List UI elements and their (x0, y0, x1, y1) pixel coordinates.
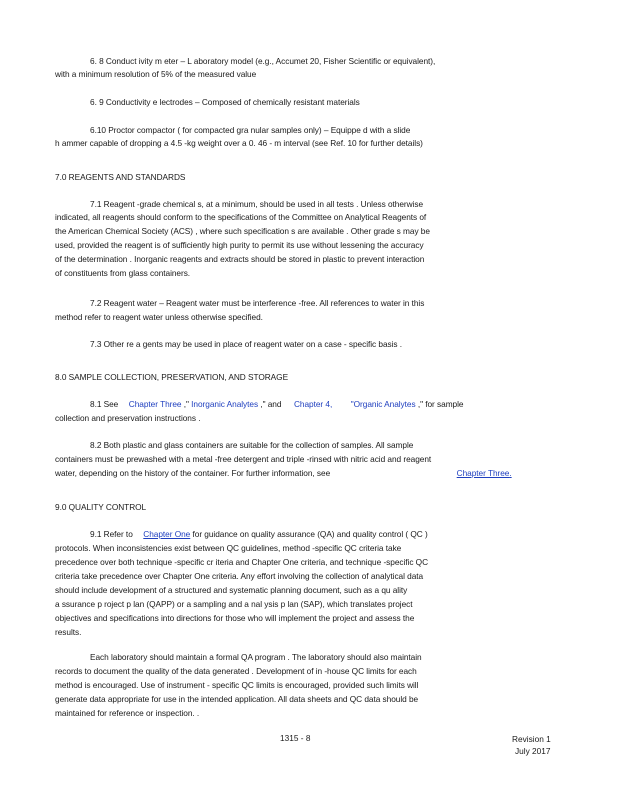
p81-line1 (90, 399, 565, 410)
p71-line: indicated, all reagents should conform to the specifications of the Committee on Analytical Reagents of (55, 212, 427, 222)
p82-line3-period: . (509, 468, 512, 478)
p91-line: a ssurance p roject p lan (QAPP) or a sampling and a nal ysis p lan (SAP), which translates project (55, 599, 413, 609)
item-6-10-line2: h ammer capable of dropping a 4.5 -kg weight over a 0. 46 - m interval (see Ref. 10 for further details) (55, 138, 423, 148)
chapter-three-link-2[interactable]: Chapter Three (456, 468, 510, 478)
page-number: 1315 - 8 (280, 733, 311, 743)
p92-line: maintained for reference or inspection. . (55, 708, 200, 718)
section-7-heading: 7.0 REAGENTS AND STANDARDS (55, 172, 186, 182)
p71-line: used, provided the reagent is of sufficiently high purity to permit its use without lessening the accuracy (55, 240, 424, 250)
p71-line: of constituents from glass containers. (55, 268, 191, 278)
item-6-9-line1: 6. 9 Conductivity e lectrodes – Composed of chemically resistant materials (90, 97, 360, 107)
p92-line: generate data appropriate for use in the intended application. All data sheets and QC data should be (55, 694, 419, 704)
p82-line3 (55, 468, 565, 479)
p82-line2: containers must be prewashed with a metal -free detergent and triple -rinsed with nitric acid and reagent (55, 454, 432, 464)
p81-post: ," for sample (415, 399, 464, 409)
chapter-4-link[interactable]: Chapter 4, (293, 399, 333, 409)
revision-date: July 2017 (515, 746, 551, 756)
p81-mid2: ," and (258, 399, 282, 409)
revision-label: Revision 1 (512, 734, 551, 744)
p92-line: Each laboratory should maintain a formal QA program . The laboratory should also maintain (90, 652, 422, 662)
p71-line: the American Chemical Society (ACS) , where such specification s are available . Other grade s may be (55, 226, 430, 236)
item-6-8-line2: with a minimum resolution of 5% of the measured value (55, 69, 257, 79)
p91-line: protocols. When inconsistencies exist between QC guidelines, method -specific QC criteria take (55, 543, 402, 553)
p72-line: method refer to reagent water unless otherwise specified. (55, 312, 263, 322)
p81-mid1: ," (181, 399, 189, 409)
p92-line: method is encouraged. Use of instrument - specific QC limits is encouraged, provided such limits will (55, 680, 419, 690)
chapter-one-link[interactable]: Chapter One (143, 529, 191, 539)
organic-analytes-link[interactable]: "Organic Analytes (350, 399, 416, 409)
inorganic-analytes-link[interactable]: Inorganic Analytes (191, 399, 259, 409)
p82-line1: 8.2 Both plastic and glass containers are suitable for the collection of samples. All sample (90, 440, 414, 450)
p91-line: should include development of a structured and systematic planning document, such as a qu ality (55, 585, 408, 595)
p91-pre: 9.1 Refer to (90, 529, 133, 539)
item-6-10-line1: 6.10 Proctor compactor ( for compacted gra nular samples only) – Equippe d with a slide (90, 125, 411, 135)
p91-line: precedence over both technique -specific cr iteria and Chapter One criteria, and technique -specific QC (55, 557, 429, 567)
p82-line3-text: water, depending on the history of the container. For further information, see (55, 468, 331, 478)
p91-line: criteria take precedence over Chapter One criteria. Any effort involving the collection of analytical data (55, 571, 424, 581)
p81-pre: 8.1 See (90, 399, 119, 409)
section-9-heading: 9.0 QUALITY CONTROL (55, 502, 147, 512)
chapter-three-link[interactable]: Chapter Three (128, 399, 182, 409)
p72-line: 7.2 Reagent water – Reagent water must be interference -free. All references to water in this (90, 298, 425, 308)
revision-block (512, 733, 551, 757)
p91-line: objectives and specifications into directions for those who will implement the project and assess the (55, 613, 415, 623)
section-8-heading: 8.0 SAMPLE COLLECTION, PRESERVATION, AND STORAGE (55, 372, 289, 382)
p91-post: for guidance on quality assurance (QA) and quality control ( QC ) (190, 529, 428, 539)
p92-line: records to document the quality of the data generated . Development of in -house QC limits for each (55, 666, 417, 676)
p81-line2: collection and preservation instructions . (55, 413, 201, 423)
item-6-8-line1: 6. 8 Conduct ivity m eter – L aboratory model (e.g., Accumet 20, Fisher Scientific or equivalent), (90, 56, 436, 66)
p91-line1 (90, 529, 565, 540)
p91-line: results. (55, 627, 82, 637)
p71-line: 7.1 Reagent -grade chemical s, at a minimum, should be used in all tests . Unless otherwise (90, 199, 424, 209)
p73-line: 7.3 Other re a gents may be used in place of reagent water on a case - specific basis . (90, 339, 403, 349)
p71-line: of the determination . Inorganic reagents and extracts should be stored in plastic to prevent interaction (55, 254, 425, 264)
